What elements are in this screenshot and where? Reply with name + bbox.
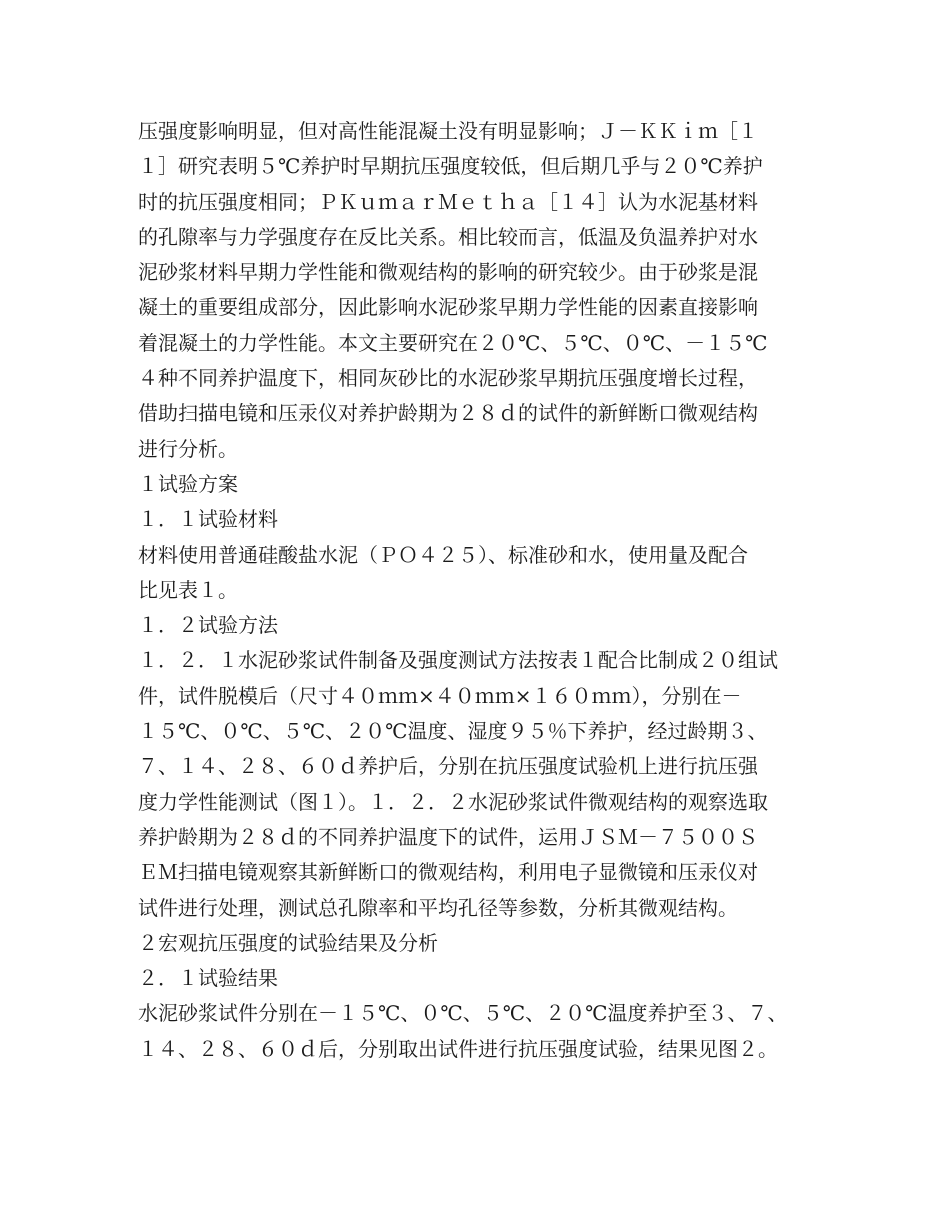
subsection-heading: １．１试验材料 — [138, 507, 278, 532]
subsection-heading: １．２试验方法 — [138, 613, 278, 638]
text-line: ７、１４、２８、６０ｄ养护后，分别在抗压强度试验机上进行抗压强 — [138, 754, 758, 779]
text-line: １５℃、０℃、５℃、２０℃温度、湿度９５％下养护，经过龄期３、 — [138, 719, 768, 744]
text-line: １］研究表明５℃养护时早期抗压强度较低，但后期几乎与２０℃养护 — [138, 154, 763, 179]
text-line: １４、２８、６０ｄ后，分别取出试件进行抗压强度试验，结果见图２。 — [138, 1036, 778, 1061]
text-line: 试件进行处理，测试总孔隙率和平均孔径等参数，分析其微观结构。 — [138, 895, 738, 920]
text-line: 水泥砂浆试件分别在－１５℃、０℃、５℃、２０℃温度养护至３、７、 — [138, 1001, 788, 1026]
text-line: 借助扫描电镜和压汞仪对养护龄期为２８ｄ的试件的新鲜断口微观结构 — [138, 401, 758, 426]
text-line: 压强度影响明显，但对高性能混凝土没有明显影响；Ｊ－ＫＫｉｍ［１ — [138, 119, 758, 143]
text-line: 比见表１。 — [138, 577, 238, 602]
section-heading: １试验方案 — [138, 471, 238, 496]
text-line: 的孔隙率与力学强度存在反比关系。相比较而言，低温及负温养护对水 — [138, 224, 758, 249]
text-line: 泥砂浆材料早期力学性能和微观结构的影响的研究较少。由于砂浆是混 — [138, 260, 758, 285]
text-line: １．２．１水泥砂浆试件制备及强度测试方法按表１配合比制成２０组试 — [138, 648, 778, 673]
text-line: 进行分析。 — [138, 436, 238, 461]
text-line: 材料使用普通硅酸盐水泥（ＰＯ４２５）、标准砂和水，使用量及配合 — [138, 542, 748, 567]
subsection-heading: ２．１试验结果 — [138, 966, 278, 991]
text-line: 着混凝土的力学性能。本文主要研究在２０℃、５℃、０℃、－１５℃ — [138, 330, 768, 355]
text-line: 养护龄期为２８ｄ的不同养护温度下的试件，运用ＪＳＭ－７５００Ｓ — [138, 824, 758, 849]
text-line: ＥＭ扫描电镜观察其新鲜断口的微观结构，利用电子显微镜和压汞仪对 — [138, 860, 758, 885]
section-heading: ２宏观抗压强度的试验结果及分析 — [138, 930, 438, 955]
text-line: 凝土的重要组成部分，因此影响水泥砂浆早期力学性能的因素直接影响 — [138, 295, 758, 320]
text-line: ４种不同养护温度下，相同灰砂比的水泥砂浆早期抗压强度增长过程， — [138, 366, 758, 391]
text-line: 件，试件脱模后（尺寸４０ｍｍ×４０ｍｍ×１６０ｍｍ），分别在－ — [138, 683, 742, 708]
body-text — [138, 114, 828, 1067]
text-line: 度力学性能测试（图１）。１．２．２水泥砂浆试件微观结构的观察选取 — [138, 789, 768, 814]
text-line: 时的抗压强度相同；ＰＫｕｍａｒＭｅｔｈａ［１４］认为水泥基材料 — [138, 189, 758, 214]
